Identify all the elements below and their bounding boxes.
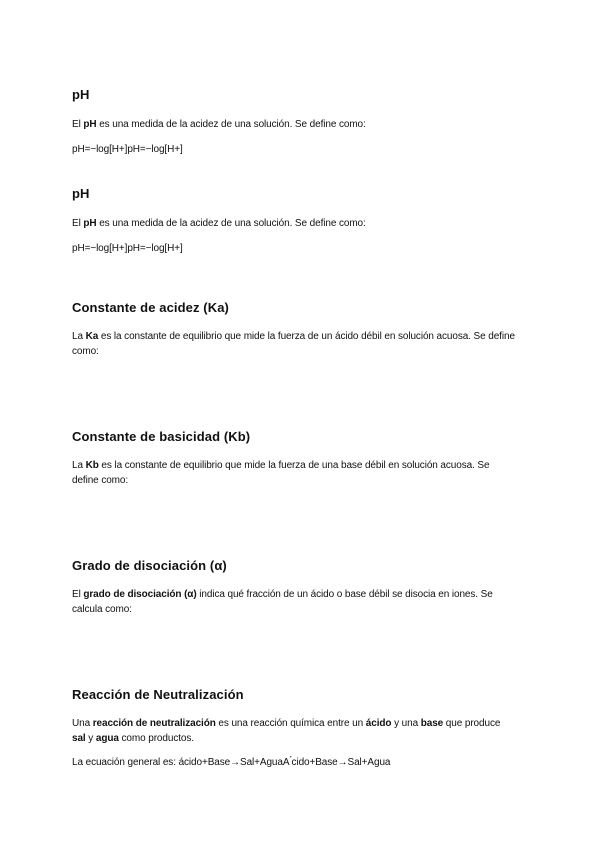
section-ka	[72, 300, 532, 359]
section-intro: El grado de disociación (α) indica qué fracción de un ácido o base débil se disocia en iones. Se calcula como:	[72, 589, 493, 615]
section-heading: Reacción de Neutralización	[72, 687, 244, 702]
section-heading: pH	[72, 186, 90, 201]
section-heading: Grado de disociación (α)	[72, 558, 227, 573]
section-intro: Una reacción de neutralización es una reacción química entre un ácido y una base que produce sal y agua como productos.	[72, 718, 501, 744]
section-heading: Constante de basicidad (Kb)	[72, 429, 251, 444]
section-kb	[72, 429, 532, 488]
section-intro: El pH es una medida de la acidez de una solución. Se define como:	[72, 119, 366, 130]
section-grado-disociacion	[72, 558, 532, 617]
section-intro: La Kb es la constante de equilibrio que mide la fuerza de una base débil en solución acuosa. Se define como:	[72, 460, 490, 486]
section-heading: Constante de acidez (Ka)	[72, 300, 229, 315]
section-ph-2	[72, 186, 532, 256]
section-intro: El pH es una medida de la acidez de una solución. Se define como:	[72, 218, 366, 229]
section-intro: La Ka es la constante de equilibrio que mide la fuerza de un ácido débil en solución acuosa. Se define como:	[72, 331, 515, 357]
section-formula: La ecuación general es: ácido+Base→Sal+AguaA ́cido+Base→Sal+Agua	[72, 757, 391, 768]
section-neutralizacion	[72, 687, 532, 770]
section-heading: pH	[72, 87, 90, 102]
section-ph-1	[72, 87, 532, 157]
section-formula: pH=−log[H+]pH=−log[H+]	[72, 243, 183, 254]
section-formula: pH=−log[H+]pH=−log[H+]	[72, 144, 183, 155]
